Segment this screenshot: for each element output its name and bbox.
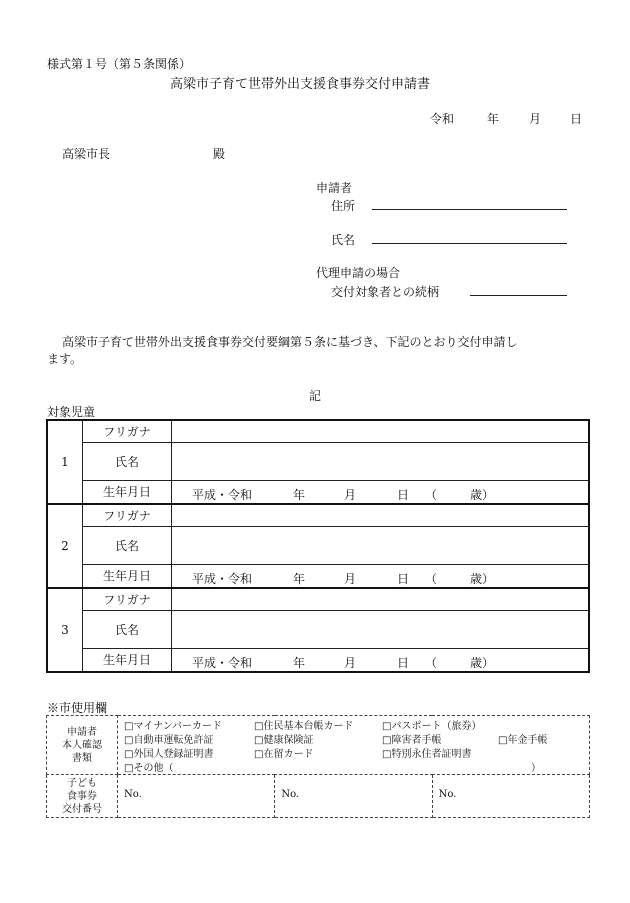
no-label: No. bbox=[124, 789, 142, 800]
ticket-head-line3: 交付番号 bbox=[62, 803, 102, 815]
age-label: 歳） bbox=[470, 487, 495, 502]
checkbox-mynumber[interactable]: □マイナンバーカード bbox=[124, 721, 222, 732]
birth-era: 平成・令和 bbox=[192, 487, 253, 502]
checkbox-passport[interactable]: □パスポート（旅券） bbox=[382, 721, 482, 732]
child-name-field[interactable] bbox=[172, 526, 590, 564]
date-era: 令和 bbox=[430, 112, 455, 126]
city-use-table bbox=[46, 715, 590, 818]
checkbox-foreign[interactable]: □外国人登録証明書 bbox=[124, 749, 214, 760]
date-year-label: 年 bbox=[487, 112, 500, 126]
ticket-number-field-2[interactable] bbox=[275, 775, 432, 818]
checkbox-juki[interactable]: □住民基本台帳カード bbox=[254, 721, 354, 732]
city-use-label: ※市使用欄 bbox=[47, 701, 108, 715]
id-head-line1: 申請者 bbox=[67, 726, 97, 738]
birth-year-label: 年 bbox=[293, 655, 306, 670]
ticket-head-line1: 子ども bbox=[67, 777, 97, 789]
age-open: （ bbox=[425, 487, 438, 502]
addressee-name: 高梁市長 bbox=[62, 147, 111, 161]
birth-month-label: 月 bbox=[344, 487, 357, 502]
kana-label: フリガナ bbox=[83, 420, 172, 442]
age-open: （ bbox=[425, 571, 438, 586]
checkbox-license[interactable]: □自動車運転免許証 bbox=[124, 735, 214, 746]
child-name-field[interactable] bbox=[172, 610, 590, 648]
birthdate-field[interactable] bbox=[172, 648, 590, 672]
applicant-label: 申請者 bbox=[316, 181, 353, 195]
id-docs-header bbox=[47, 716, 118, 775]
birth-month-label: 月 bbox=[344, 571, 357, 586]
proxy-label: 代理申請の場合 bbox=[316, 266, 401, 280]
birth-year-label: 年 bbox=[293, 487, 306, 502]
age-label: 歳） bbox=[470, 571, 495, 586]
ticket-number-field-1[interactable] bbox=[118, 775, 275, 818]
name-label: 氏名 bbox=[83, 526, 172, 564]
child-number: 3 bbox=[47, 588, 83, 672]
address-field[interactable] bbox=[372, 209, 567, 210]
child-block-3 bbox=[47, 588, 589, 672]
ki-label: 記 bbox=[309, 389, 322, 403]
child-number: 1 bbox=[47, 420, 83, 504]
birthdate-field[interactable] bbox=[172, 480, 590, 504]
kana-field[interactable] bbox=[172, 504, 590, 526]
form-number: 様式第１号（第５条関係） bbox=[47, 57, 192, 71]
checkbox-pension[interactable]: □年金手帳 bbox=[498, 735, 548, 746]
ticket-number-field-3[interactable] bbox=[432, 775, 589, 818]
kana-field[interactable] bbox=[172, 420, 590, 442]
birthdate-field[interactable] bbox=[172, 564, 590, 588]
kana-label: フリガナ bbox=[83, 504, 172, 526]
checkbox-permanent[interactable]: □特別永住者証明書 bbox=[382, 749, 472, 760]
age-open: （ bbox=[425, 655, 438, 670]
children-table bbox=[46, 419, 590, 673]
birth-year-label: 年 bbox=[293, 571, 306, 586]
child-block-2 bbox=[47, 504, 589, 588]
checkbox-insurance[interactable]: □健康保険証 bbox=[254, 735, 314, 746]
relation-field[interactable] bbox=[470, 295, 567, 296]
id-docs-options bbox=[118, 716, 590, 775]
birth-month-label: 月 bbox=[344, 655, 357, 670]
child-number: 2 bbox=[47, 504, 83, 588]
checkbox-disability[interactable]: □障害者手帳 bbox=[382, 735, 442, 746]
date-day-label: 日 bbox=[570, 112, 583, 126]
other-close-paren: ） bbox=[531, 763, 541, 774]
date-month-label: 月 bbox=[529, 112, 542, 126]
form-title: 高梁市子育て世帯外出支援食事券交付申請書 bbox=[170, 77, 431, 92]
birth-label: 生年月日 bbox=[83, 480, 172, 504]
name-label: 氏名 bbox=[83, 442, 172, 480]
child-block-1 bbox=[47, 420, 589, 504]
birth-label: 生年月日 bbox=[83, 648, 172, 672]
no-label: No. bbox=[281, 789, 300, 800]
name-label: 氏名 bbox=[83, 610, 172, 648]
ticket-head-line2: 食事券 bbox=[67, 790, 97, 802]
birth-era: 平成・令和 bbox=[192, 571, 253, 586]
body-text-line2: ます。 bbox=[47, 352, 83, 366]
applicant-name-field[interactable] bbox=[372, 243, 567, 244]
child-name-field[interactable] bbox=[172, 442, 590, 480]
birth-day-label: 日 bbox=[397, 571, 410, 586]
checkbox-other[interactable]: □その他（ bbox=[124, 763, 174, 774]
birth-label: 生年月日 bbox=[83, 564, 172, 588]
birth-day-label: 日 bbox=[397, 655, 410, 670]
id-head-line3: 書類 bbox=[72, 752, 92, 764]
target-children-label: 対象児童 bbox=[47, 405, 96, 419]
address-label: 住所 bbox=[331, 199, 356, 213]
kana-label: フリガナ bbox=[83, 588, 172, 610]
id-head-line2: 本人確認 bbox=[62, 739, 102, 751]
birth-era: 平成・令和 bbox=[192, 655, 253, 670]
body-text-line1: 高梁市子育て世帯外出支援食事券交付要綱第５条に基づき、下記のとおり交付申請し bbox=[62, 335, 518, 349]
age-label: 歳） bbox=[470, 655, 495, 670]
checkbox-residence[interactable]: □在留カード bbox=[254, 749, 314, 760]
ticket-number-header bbox=[47, 775, 118, 818]
relation-label: 交付対象者との続柄 bbox=[331, 285, 440, 299]
applicant-name-label: 氏名 bbox=[331, 233, 356, 247]
birth-day-label: 日 bbox=[397, 487, 410, 502]
kana-field[interactable] bbox=[172, 588, 590, 610]
no-label: No. bbox=[438, 789, 457, 800]
addressee-honorific: 殿 bbox=[213, 147, 226, 161]
